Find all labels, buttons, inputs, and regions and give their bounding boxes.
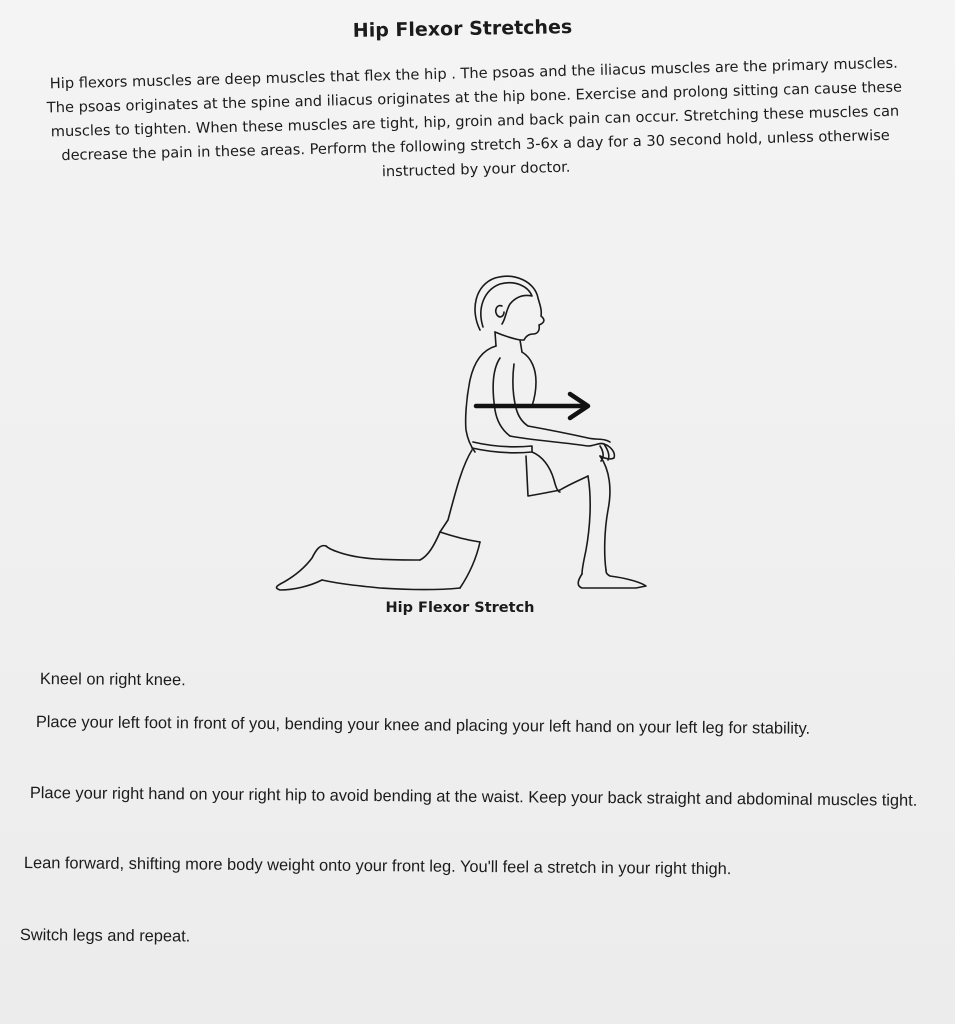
back-shin-top — [326, 546, 420, 560]
hair-outline — [481, 283, 532, 327]
back-shin-bottom — [322, 580, 460, 590]
upper-arm-inner — [513, 364, 528, 426]
back-thigh-bottom — [420, 532, 440, 560]
instruction-step-2: Place your left foot in front of you, bending your knee and placing your left hand on your left leg for stability. — [35, 712, 811, 738]
front-knee — [600, 456, 610, 570]
front-shin-back — [582, 476, 590, 574]
upper-arm — [493, 358, 510, 436]
back-thigh-top — [460, 542, 480, 588]
instruction-step-1: Kneel on right knee. — [39, 669, 186, 690]
head-outline — [475, 276, 544, 340]
shorts-leg-back — [440, 532, 480, 542]
shorts-front — [532, 452, 560, 492]
waistband — [472, 442, 532, 453]
ear-outline — [496, 306, 504, 317]
figure-caption: Hip Flexor Stretch — [385, 600, 535, 616]
intro-paragraph: Hip flexors muscles are deep muscles that flex the hip . The psoas and the iliacus muscles are the primary muscles. The psoas originates at the spine and iliacus originates at the hip bone. Exercise and prolong sitting can cause these muscles to tighten. When these muscles are tight, hip, groin and back pain can occur. Stretching these muscles can decrease the pain in these areas. Perform the following stretch 3-6x a day for a 30 second hold, unless otherwise instructed by your doctor. — [46, 54, 903, 181]
shorts-back — [440, 450, 472, 532]
back-foot — [277, 546, 326, 590]
front-thigh — [560, 476, 588, 490]
page-title: Hip Flexor Stretches — [352, 16, 573, 42]
instruction-step-5: Switch legs and repeat. — [19, 925, 191, 946]
instruction-step-4: Lean forward, shifting more body weight onto your front leg. You'll feel a stretch in your right thigh. — [23, 853, 732, 879]
shorts-front-leg — [526, 456, 560, 496]
kneeling-stretch-figure — [270, 270, 660, 600]
instruction-step-3: Place your right hand on your right hip to avoid bending at the waist. Keep your back straight and abdominal muscles tight. — [29, 783, 918, 810]
torso-back — [466, 346, 496, 452]
torso-front — [522, 352, 536, 406]
front-foot — [578, 570, 646, 588]
neck-outline — [495, 332, 522, 352]
